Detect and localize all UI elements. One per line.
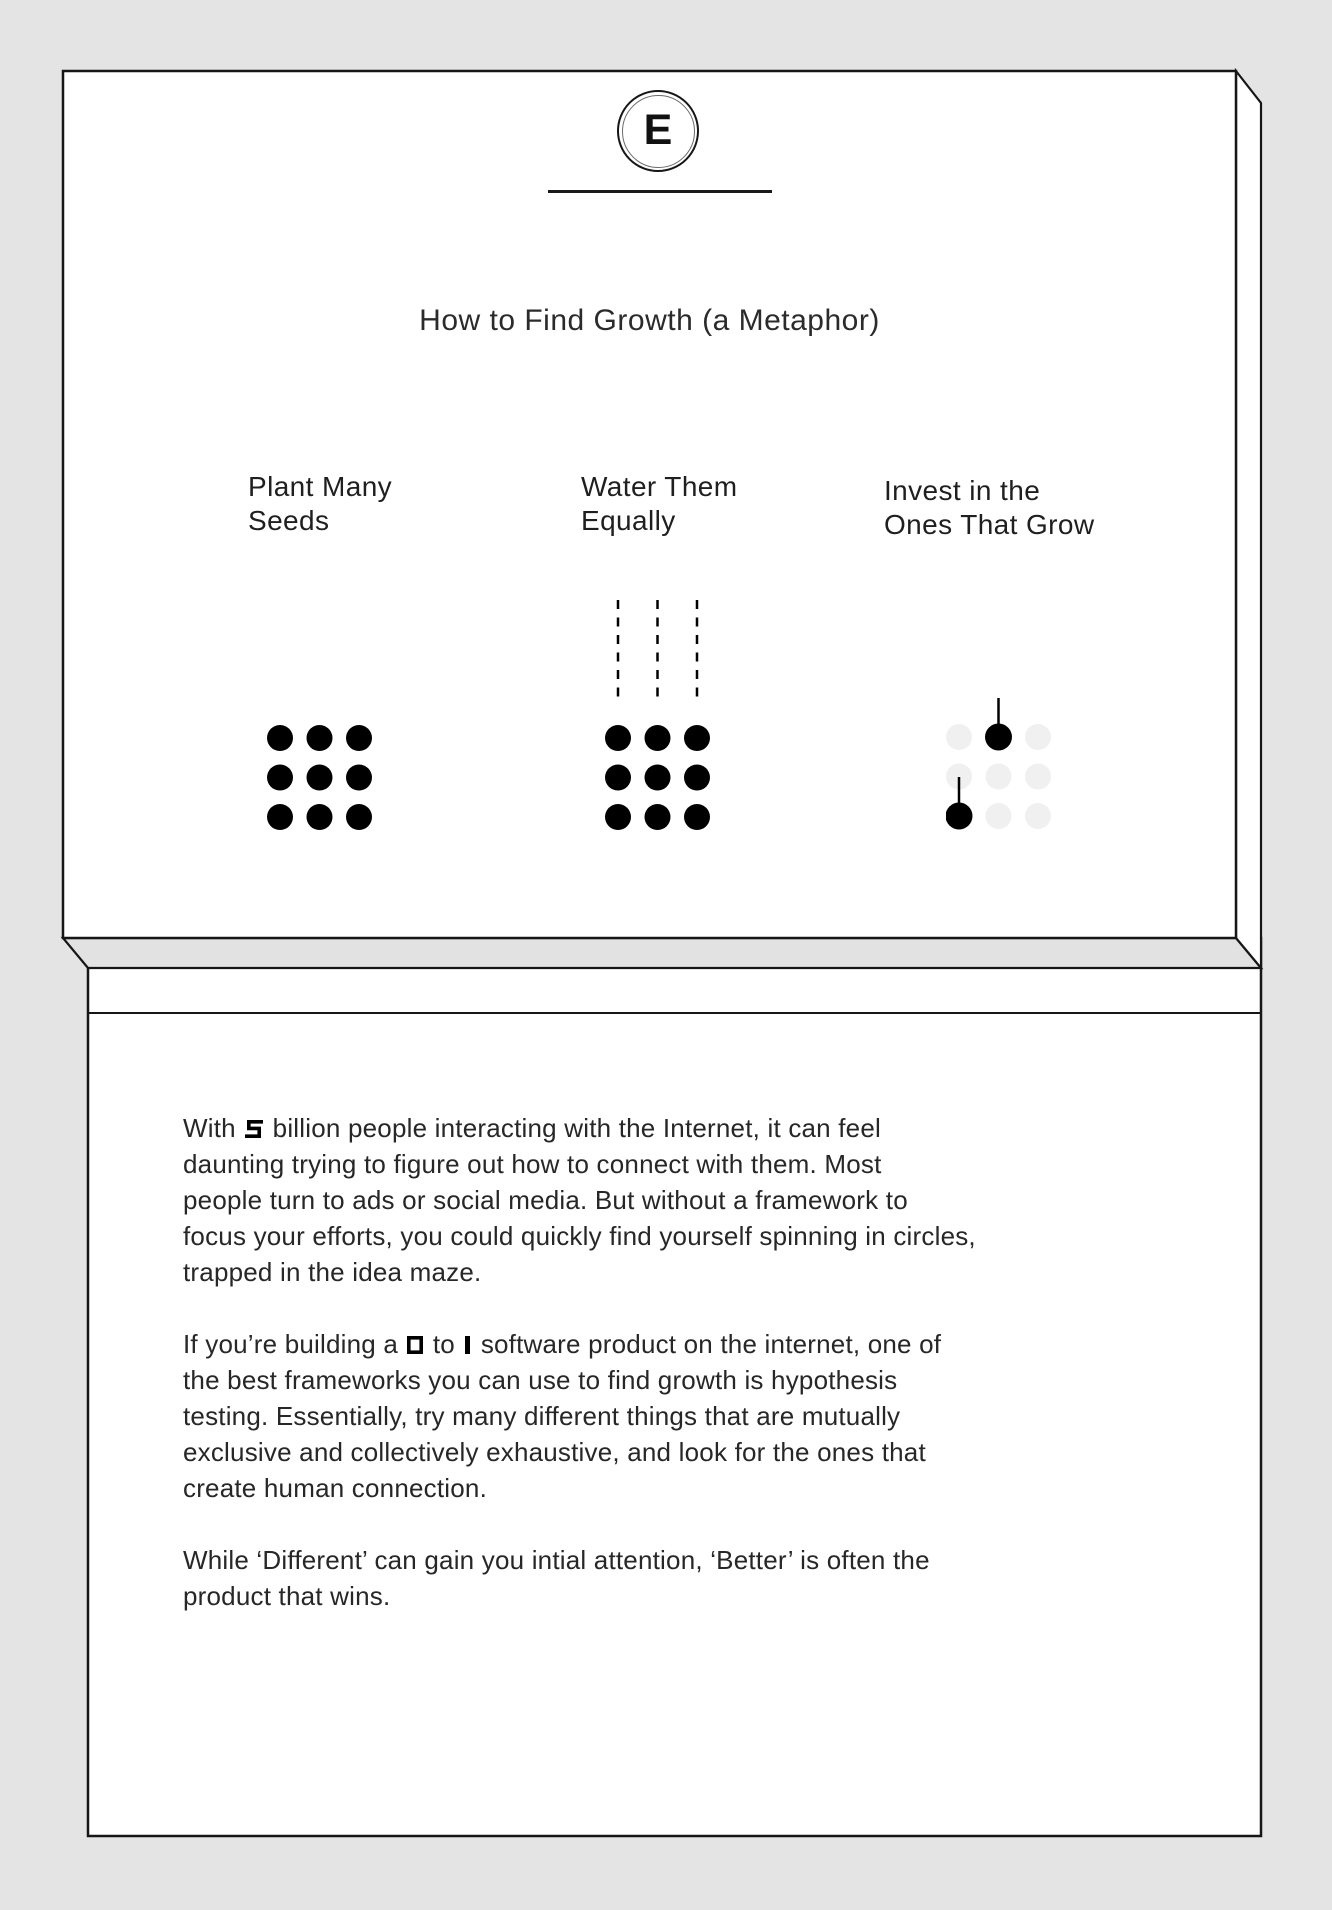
seed-dot [267, 804, 293, 830]
seed-dot [267, 765, 293, 791]
body-text-line: testing. Essentially, try many different things that are mutually [183, 1401, 901, 1431]
seed-dot [307, 725, 333, 751]
seed-dot [307, 804, 333, 830]
column-label-plant-many-seeds [248, 470, 392, 538]
seed-dot [267, 725, 293, 751]
faded-seed-dot [986, 803, 1012, 829]
page-title: How to Find Growth (a Metaphor) [419, 304, 880, 337]
sprouting-seeds-illustration [946, 692, 1054, 837]
grown-seed-dot [946, 803, 973, 830]
seed-dot [645, 725, 671, 751]
seed-dot [645, 765, 671, 791]
seed-dot [605, 804, 631, 830]
top-card-side-face [1236, 71, 1261, 968]
body-text-line: people turn to ads or social media. But without a framework to [183, 1185, 908, 1215]
body-text-line: If you’re building a to software product on the internet, one of [183, 1329, 942, 1359]
body-text-line: create human connection. [183, 1473, 487, 1503]
column-label-line: Equally [581, 505, 676, 536]
body-text-line: focus your efforts, you could quickly find yourself spinning in circles, [183, 1221, 976, 1251]
column-label-line: Seeds [248, 505, 330, 536]
column-label-line: Water Them [581, 471, 738, 502]
digit-5-glyph [245, 1120, 263, 1138]
body-paragraph [183, 1542, 1213, 1614]
column-label-line: Invest in the [884, 475, 1041, 506]
logo-underline [548, 190, 772, 193]
seed-dot [684, 725, 710, 751]
body-text-line: product that wins. [183, 1581, 391, 1611]
faded-seed-dot [946, 724, 972, 750]
sprouting-seeds-icon [946, 692, 1054, 832]
digit-1-glyph [464, 1336, 471, 1354]
seed-dot [605, 765, 631, 791]
column-label-invest-in-growers [884, 474, 1095, 542]
faded-seed-dot [986, 764, 1012, 790]
column-label-water-them-equally [581, 470, 737, 538]
seed-dot [605, 725, 631, 751]
body-text-line: While ‘Different’ can gain you intial attention, ‘Better’ is often the [183, 1545, 930, 1575]
faded-seed-dot [1025, 724, 1051, 750]
column-label-line: Plant Many [248, 471, 393, 502]
column-label-line: Ones That Grow [884, 509, 1095, 540]
top-card-underside-face [63, 938, 1261, 968]
seed-grid-icon [267, 725, 373, 831]
seed-dot [346, 765, 372, 791]
body-text-line: With billion people interacting with the Internet, it can feel [183, 1113, 881, 1143]
seed-dot [346, 725, 372, 751]
logo-letter: E [643, 105, 673, 154]
faded-seed-dot [1025, 764, 1051, 790]
seed-dot [307, 765, 333, 791]
seed-dot [645, 804, 671, 830]
body-copy [183, 1110, 1213, 1650]
seed-dot [684, 804, 710, 830]
water-lines-and-seed-grid-icon [605, 596, 711, 831]
seed-dot [684, 765, 710, 791]
faded-seed-dot [1025, 803, 1051, 829]
body-text-line: exclusive and collectively exhaustive, and look for the ones that [183, 1437, 926, 1467]
body-text-line: the best frameworks you can use to find growth is hypothesis [183, 1365, 898, 1395]
body-paragraph [183, 1326, 1213, 1506]
watered-seed-grid-illustration [605, 596, 711, 836]
seed-grid-illustration [267, 725, 373, 836]
body-paragraph [183, 1110, 1213, 1290]
body-text-line: daunting trying to figure out how to connect with them. Most [183, 1149, 882, 1179]
logo-inner-ring [622, 95, 695, 168]
digit-0-glyph [407, 1336, 423, 1354]
body-text-line: trapped in the idea maze. [183, 1257, 482, 1287]
seed-dot [346, 804, 372, 830]
grown-seed-dot [985, 724, 1012, 751]
logo-badge [617, 90, 699, 172]
